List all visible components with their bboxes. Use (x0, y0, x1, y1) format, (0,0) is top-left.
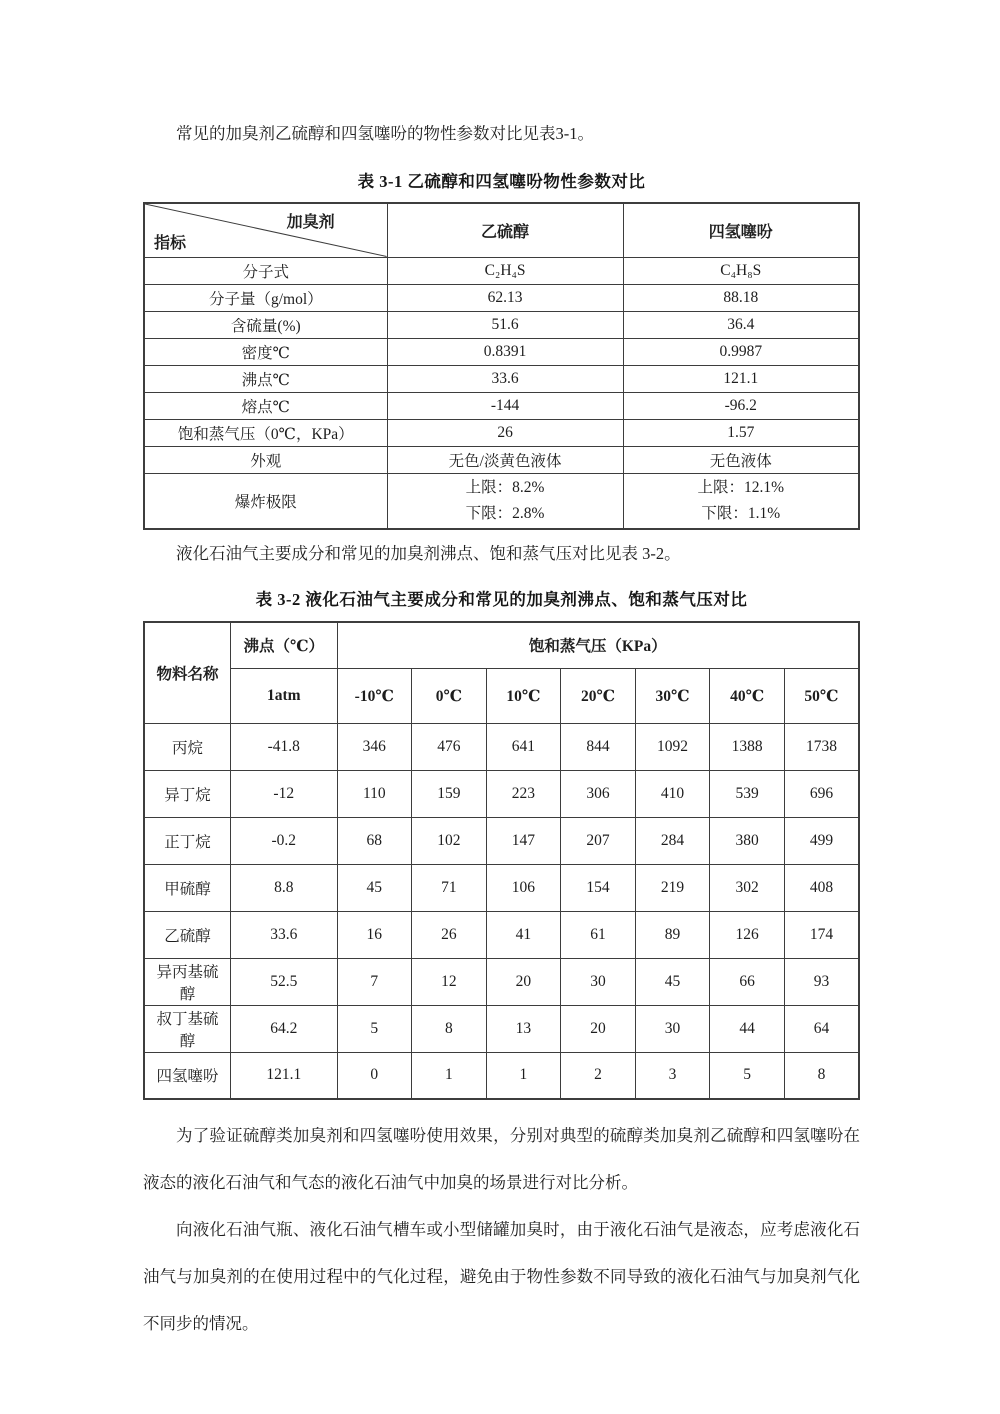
cell-value: 66 (710, 958, 785, 1005)
cell-value: 159 (412, 770, 487, 817)
table1-title: 表 3-1 乙硫醇和四氢噻吩物性参数对比 (357, 172, 646, 191)
cell-value: -144 (387, 392, 623, 419)
cell-value: 306 (561, 770, 636, 817)
header-temp: 40℃ (710, 668, 785, 723)
header-temp: 20℃ (561, 668, 636, 723)
cell-value: 539 (710, 770, 785, 817)
cell-value: 126 (710, 911, 785, 958)
cell-value: 154 (561, 864, 636, 911)
row-label: 分子量（g/mol） (144, 284, 387, 311)
page-content (143, 0, 860, 1347)
cell-boiling-point: -0.2 (231, 817, 338, 864)
table-row-isobutane (144, 770, 859, 817)
conclusion-paragraph-1: 为了验证硫醇类加臭剂和四氢噻吩使用效果，分别对典型的硫醇类加臭剂乙硫醇和四氢噻吩在液态的液化石油气和气态的液化石油气中加臭的场景进行对比分析。 (143, 1126, 860, 1192)
row-label: 熔点℃ (144, 392, 387, 419)
upper-limit: 上限：12.1% (697, 478, 785, 496)
cell-value: 20 (486, 958, 561, 1005)
table-row (144, 392, 859, 419)
cell-value: 696 (784, 770, 859, 817)
cell-value: 408 (784, 864, 859, 911)
cell-value: 1092 (635, 723, 710, 770)
cell-value: 476 (412, 723, 487, 770)
table-row (144, 311, 859, 338)
table-row-methyl-mercaptan (144, 864, 859, 911)
table2-header-row-2 (144, 668, 859, 723)
row-label: 饱和蒸气压（0℃，KPa） (144, 419, 387, 446)
cell-value: 106 (486, 864, 561, 911)
cell-value: 219 (635, 864, 710, 911)
cell-value: 12 (412, 958, 487, 1005)
cell-value: 284 (635, 817, 710, 864)
cell-value: 62.13 (387, 284, 623, 311)
cell-value: -96.2 (623, 392, 859, 419)
cell-value: 26 (387, 419, 623, 446)
table1-corner-cell (144, 203, 387, 257)
table-row (144, 284, 859, 311)
cell-value: 0 (337, 1052, 412, 1099)
header-temp: 10℃ (486, 668, 561, 723)
table-row (144, 446, 859, 473)
cell-explosion-tht (623, 473, 859, 529)
header-temp: 0℃ (412, 668, 487, 723)
cell-value: 0.8391 (387, 338, 623, 365)
cell-value: 844 (561, 723, 636, 770)
table2-header-row-1 (144, 622, 859, 668)
row-label: 含硫量(%) (144, 311, 387, 338)
header-temp: -10℃ (337, 668, 412, 723)
table-row (144, 419, 859, 446)
cell-value: 45 (635, 958, 710, 1005)
cell-value: C₂H₄S (387, 257, 623, 284)
corner-label-indicator: 指标 (154, 234, 187, 252)
table-row-nbutane (144, 817, 859, 864)
cell-value: 1 (486, 1052, 561, 1099)
cell-boiling-point: -12 (231, 770, 338, 817)
upper-limit: 上限：8.2% (465, 478, 545, 496)
cell-value: 26 (412, 911, 487, 958)
cell-value: 346 (337, 723, 412, 770)
cell-value: 641 (486, 723, 561, 770)
cell-material-name: 乙硫醇 (144, 911, 231, 958)
cell-material-name: 丙烷 (144, 723, 231, 770)
intro-paragraph: 常见的加臭剂乙硫醇和四氢噻吩的物性参数对比见表3-1。 (176, 124, 594, 143)
cell-value: 0.9987 (623, 338, 859, 365)
row-label: 外观 (144, 446, 387, 473)
header-1atm: 1atm (231, 668, 338, 723)
cell-value: 110 (337, 770, 412, 817)
cell-value: 44 (710, 1005, 785, 1052)
table-row-ethyl-mercaptan (144, 911, 859, 958)
cell-explosion-ethyl (387, 473, 623, 529)
cell-boiling-point: 64.2 (231, 1005, 338, 1052)
cell-value: 2 (561, 1052, 636, 1099)
cell-value: 89 (635, 911, 710, 958)
table-3-2 (143, 621, 860, 1100)
cell-value: 8 (784, 1052, 859, 1099)
table-row-isopropyl-mercaptan (144, 958, 859, 1005)
cell-value: 147 (486, 817, 561, 864)
cell-value: 102 (412, 817, 487, 864)
cell-value: C₄H₈S (623, 257, 859, 284)
cell-material-name: 异丙基硫醇 (144, 958, 231, 1005)
cell-boiling-point: 52.5 (231, 958, 338, 1005)
cell-value: 41 (486, 911, 561, 958)
cell-value: 174 (784, 911, 859, 958)
cell-value: 1 (412, 1052, 487, 1099)
cell-value: 13 (486, 1005, 561, 1052)
cell-value: 68 (337, 817, 412, 864)
table1-header-row (144, 203, 859, 257)
cell-value: 5 (337, 1005, 412, 1052)
cell-value: 30 (561, 958, 636, 1005)
cell-value: 7 (337, 958, 412, 1005)
cell-value: 1388 (710, 723, 785, 770)
cell-value: 51.6 (387, 311, 623, 338)
between-tables-paragraph: 液化石油气主要成分和常见的加臭剂沸点、饱和蒸气压对比见表 3-2。 (176, 544, 681, 563)
cell-value: 45 (337, 864, 412, 911)
table1-col-ethyl-mercaptan: 乙硫醇 (387, 203, 623, 257)
cell-value: 71 (412, 864, 487, 911)
cell-material-name: 异丁烷 (144, 770, 231, 817)
header-temp: 30℃ (635, 668, 710, 723)
table-row (144, 338, 859, 365)
cell-boiling-point: 33.6 (231, 911, 338, 958)
cell-value: 36.4 (623, 311, 859, 338)
cell-value: 499 (784, 817, 859, 864)
cell-value: 16 (337, 911, 412, 958)
table-row-tertbutyl-mercaptan (144, 1005, 859, 1052)
cell-value: 410 (635, 770, 710, 817)
cell-value: 1738 (784, 723, 859, 770)
cell-value: 121.1 (623, 365, 859, 392)
table-row (144, 365, 859, 392)
cell-value: 64 (784, 1005, 859, 1052)
row-label: 爆炸极限 (144, 473, 387, 529)
table-row-explosion-limits (144, 473, 859, 529)
cell-material-name: 四氢噻吩 (144, 1052, 231, 1099)
table1-col-tht: 四氢噻吩 (623, 203, 859, 257)
conclusion-paragraph-2: 向液化石油气瓶、液化石油气槽车或小型储罐加臭时，由于液化石油气是液态，应考虑液化石油气与加臭剂的在使用过程中的气化过程，避免由于物性参数不同导致的液化石油气与加臭剂气化不同步的情况。 (143, 1220, 860, 1333)
cell-value: 30 (635, 1005, 710, 1052)
cell-boiling-point: 121.1 (231, 1052, 338, 1099)
table-row-tht (144, 1052, 859, 1099)
cell-value: 88.18 (623, 284, 859, 311)
cell-boiling-point: 8.8 (231, 864, 338, 911)
row-label: 密度℃ (144, 338, 387, 365)
lower-limit: 下限：2.8% (465, 504, 545, 522)
corner-label-odorant: 加臭剂 (286, 214, 335, 231)
cell-value: 5 (710, 1052, 785, 1099)
header-material-name: 物料名称 (144, 622, 231, 723)
cell-value: 61 (561, 911, 636, 958)
cell-value: 1.57 (623, 419, 859, 446)
cell-material-name: 甲硫醇 (144, 864, 231, 911)
header-vapor-pressure: 饱和蒸气压（KPa） (337, 622, 859, 668)
cell-value: 223 (486, 770, 561, 817)
header-boiling-point: 沸点（℃） (231, 622, 338, 668)
cell-value: 3 (635, 1052, 710, 1099)
cell-value: 380 (710, 817, 785, 864)
header-temp: 50℃ (784, 668, 859, 723)
cell-value: 无色/淡黄色液体 (387, 446, 623, 473)
row-label: 分子式 (144, 257, 387, 284)
lower-limit: 下限：1.1% (701, 504, 781, 522)
cell-boiling-point: -41.8 (231, 723, 338, 770)
table-row (144, 257, 859, 284)
cell-value: 207 (561, 817, 636, 864)
cell-material-name: 正丁烷 (144, 817, 231, 864)
row-label: 沸点℃ (144, 365, 387, 392)
cell-value: 302 (710, 864, 785, 911)
cell-material-name: 叔丁基硫醇 (144, 1005, 231, 1052)
table2-title: 表 3-2 液化石油气主要成分和常见的加臭剂沸点、饱和蒸气压对比 (255, 590, 748, 609)
table-3-1 (143, 202, 860, 530)
cell-value: 无色液体 (623, 446, 859, 473)
table-row-propane (144, 723, 859, 770)
cell-value: 8 (412, 1005, 487, 1052)
cell-value: 93 (784, 958, 859, 1005)
cell-value: 33.6 (387, 365, 623, 392)
cell-value: 20 (561, 1005, 636, 1052)
